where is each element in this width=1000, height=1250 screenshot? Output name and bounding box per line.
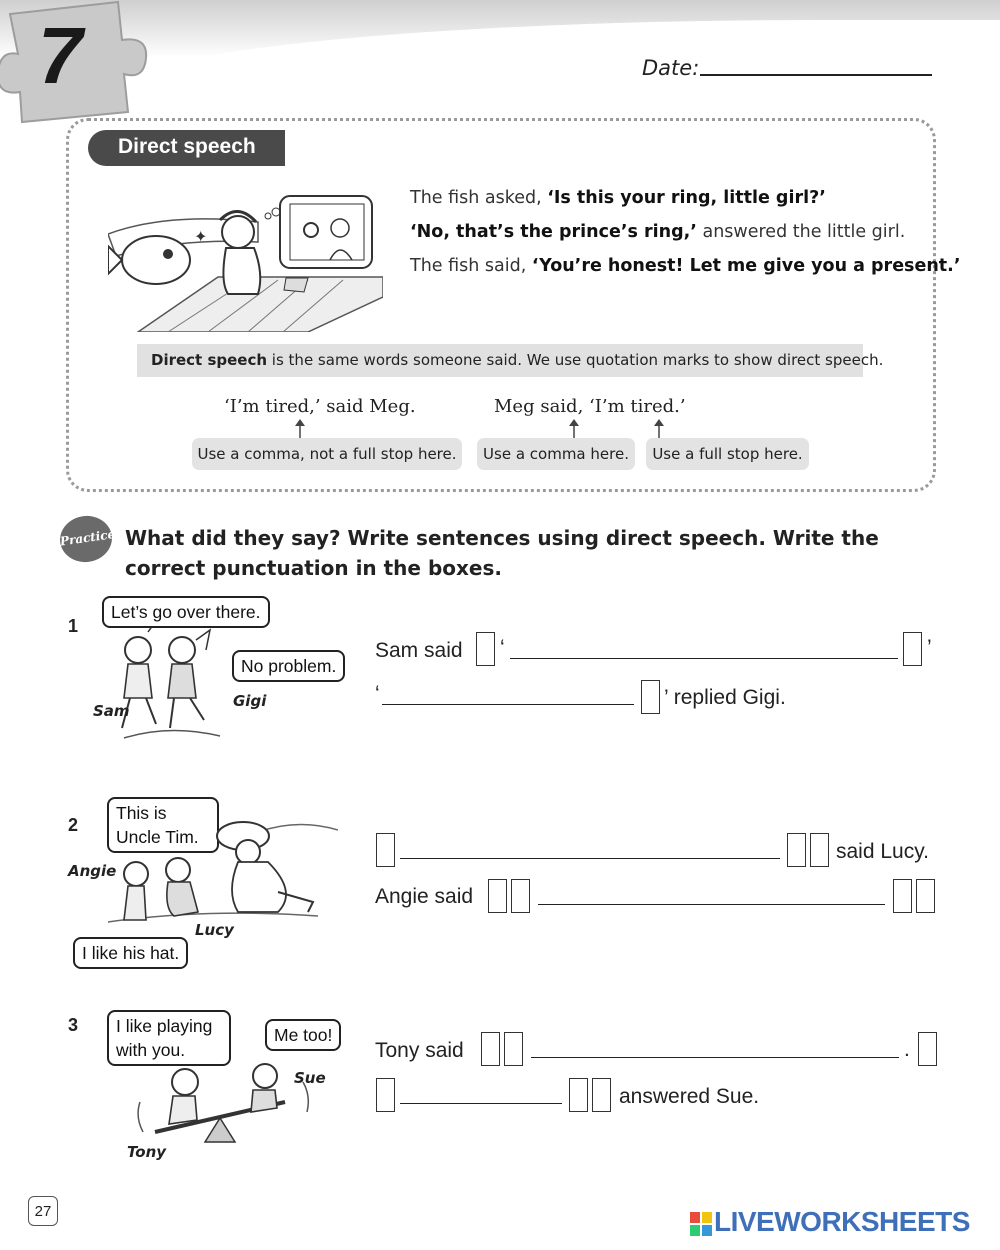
- punctuation-box[interactable]: [810, 833, 829, 867]
- speech-bubble: I like playing with you.: [107, 1010, 231, 1066]
- practice-instructions: What did they say? Write sentences using direct speech. Write the correct punctuation in the boxes.: [125, 526, 879, 580]
- character-name: Gigi: [233, 692, 267, 710]
- character-name: Sue: [294, 1069, 326, 1087]
- answer-text: Angie said: [375, 885, 474, 908]
- practice-badge: Practice: [57, 513, 115, 566]
- character-name: Sam: [93, 702, 130, 720]
- arrow-up-icon: [649, 418, 669, 440]
- punctuation-box[interactable]: [504, 1032, 523, 1066]
- page-number: 27: [28, 1196, 58, 1226]
- answer-line[interactable]: [400, 858, 780, 859]
- punctuation-box[interactable]: [481, 1032, 500, 1066]
- punctuation-box[interactable]: [569, 1078, 588, 1112]
- quote-mark: ‘: [375, 682, 380, 705]
- answer-text: Sam said: [375, 639, 463, 662]
- punctuation-box[interactable]: [511, 879, 530, 913]
- question-number: 2: [68, 815, 79, 835]
- quote-mark: ‘: [500, 636, 505, 659]
- answer-line[interactable]: [531, 1057, 899, 1058]
- punctuation-box[interactable]: [376, 833, 395, 867]
- answer-line[interactable]: [382, 704, 634, 705]
- speech-bubble: No problem.: [232, 650, 345, 682]
- rule-explanation: Direct speech is the same words someone said. We use quotation marks to show direct speech.: [137, 344, 863, 377]
- answer-line[interactable]: [510, 658, 898, 659]
- answer-text: ’ replied Gigi.: [664, 686, 786, 709]
- punctuation-box[interactable]: [893, 879, 912, 913]
- example-line-1: The fish asked, ‘Is this your ring, little girl?’: [410, 188, 826, 208]
- question-number: 1: [68, 616, 79, 636]
- punctuation-box[interactable]: [916, 879, 935, 913]
- unit-number: 7: [38, 11, 83, 100]
- punctuation-box[interactable]: [488, 879, 507, 913]
- character-name: Angie: [68, 862, 117, 880]
- svg-text:✦: ✦: [194, 229, 208, 246]
- character-name: Tony: [127, 1143, 167, 1161]
- punctuation-box[interactable]: [476, 632, 495, 666]
- quote-mark: ’: [927, 636, 932, 659]
- answer-line[interactable]: [538, 904, 885, 905]
- punctuation-box[interactable]: [787, 833, 806, 867]
- seesaw-kids-illustration: [135, 1062, 315, 1148]
- answer-text: said Lucy.: [836, 840, 929, 863]
- example-line-2: ‘No, that’s the prince’s ring,’ answered the little girl.: [410, 222, 906, 242]
- brand-name: LIVEWORKSHEETS: [714, 1206, 970, 1237]
- beach-family-illustration: [108, 812, 338, 937]
- answer-text: Tony said: [375, 1039, 464, 1062]
- speech-bubble: Me too!: [265, 1019, 341, 1051]
- example-line-3: The fish said, ‘You’re honest! Let me give you a present.’: [410, 256, 961, 276]
- arrow-up-icon: [290, 418, 310, 440]
- punctuation-box[interactable]: [376, 1078, 395, 1112]
- fish-girl-illustration: [108, 182, 383, 332]
- kids-skating-illustration: [110, 628, 240, 748]
- note-comma: Use a comma here.: [477, 438, 635, 470]
- full-stop: .: [904, 1038, 910, 1061]
- speech-bubble: I like his hat.: [73, 937, 188, 969]
- answer-text: answered Sue.: [619, 1085, 760, 1108]
- speech-bubble: This is Uncle Tim.: [107, 797, 219, 853]
- character-name: Lucy: [195, 921, 234, 939]
- liveworksheets-logo-icon: [690, 1212, 712, 1236]
- note-comma-not-stop: Use a comma, not a full stop here.: [192, 438, 462, 470]
- punctuation-box[interactable]: [641, 680, 660, 714]
- sample-sentence-2: Meg said, ‘I’m tired.’: [494, 396, 686, 417]
- liveworksheets-logo[interactable]: [690, 1206, 990, 1240]
- sample-sentence-1: ‘I’m tired,’ said Meg.: [224, 396, 416, 417]
- arrow-up-icon: [564, 418, 584, 440]
- punctuation-box[interactable]: [918, 1032, 937, 1066]
- punctuation-box[interactable]: [592, 1078, 611, 1112]
- punctuation-box[interactable]: [903, 632, 922, 666]
- note-full-stop: Use a full stop here.: [646, 438, 809, 470]
- speech-bubble: Let’s go over there.: [102, 596, 270, 628]
- lesson-title: Direct speech: [88, 130, 285, 166]
- question-number: 3: [68, 1015, 79, 1035]
- date-label: Date:: [642, 56, 700, 80]
- answer-line[interactable]: [400, 1103, 562, 1104]
- date-input-line[interactable]: [700, 74, 932, 76]
